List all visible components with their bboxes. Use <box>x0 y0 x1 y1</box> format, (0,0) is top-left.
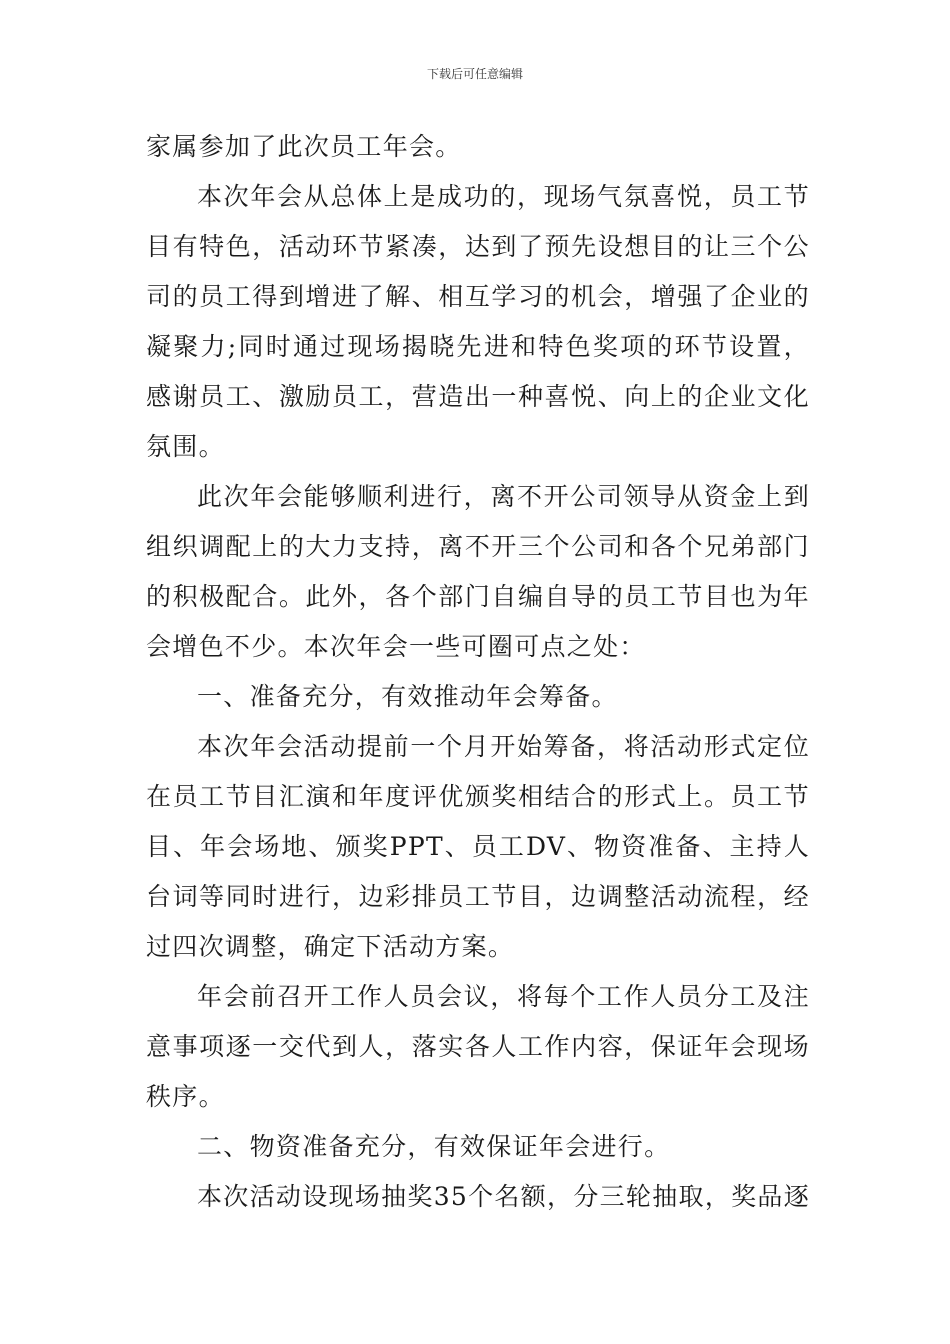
paragraph-staff-meeting: 年会前召开工作人员会议，将每个工作人员分工及注意事项逐一交代到人，落实各人工作内容，保证年会现场秩序。 <box>146 982 810 1111</box>
paragraph-preparation-details: 本次年会活动提前一个月开始筹备，将活动形式定位在员工节目汇演和年度评优颁奖相结合的形式上。员工节目、年会场地、颁奖PPT、员工DV、物资准备、主持人台词等同时进行，边彩排员工节目，边调整活动流程，经过四次调整，确定下活动方案。 <box>146 732 810 961</box>
document-body <box>146 122 810 1222</box>
section-heading-materials: 二、物资准备充分，有效保证年会进行。 <box>197 1132 671 1161</box>
paragraph-family-attendance: 家属参加了此次员工年会。 <box>146 132 462 161</box>
paragraph-overall-success: 本次年会从总体上是成功的，现场气氛喜悦，员工节目有特色，活动环节紧凑，达到了预先设想目的让三个公司的员工得到增进了解、相互学习的机会，增强了企业的凝聚力;同时通过现场揭晓先进和特色奖项的环节设置，感谢员工、激励员工，营造出一种喜悦、向上的企业文化氛围。 <box>146 182 810 461</box>
page-header: 下载后可任意编辑 <box>426 67 523 81</box>
section-heading-preparation: 一、准备充分，有效推动年会筹备。 <box>197 682 618 711</box>
paragraph-lottery: 本次活动设现场抽奖35个名额，分三轮抽取，奖品逐 <box>197 1182 811 1211</box>
paragraph-support: 此次年会能够顺利进行，离不开公司领导从资金上到组织调配上的大力支持，离不开三个公司和各个兄弟部门的积极配合。此外，各个部门自编自导的员工节目也为年会增色不少。本次年会一些可圈可点之处： <box>146 482 810 661</box>
